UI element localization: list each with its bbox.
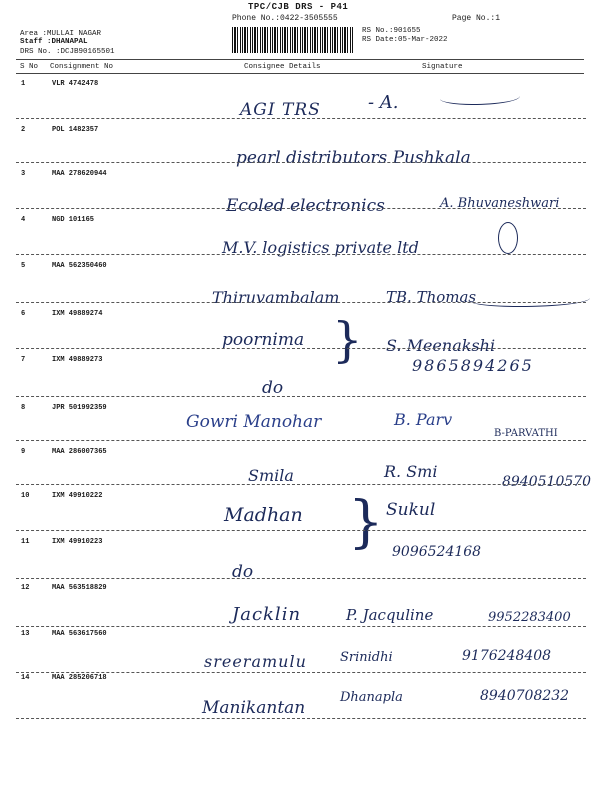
row-divider <box>16 302 586 303</box>
handwritten-phone: 9952283400 <box>488 610 571 625</box>
column-details: Consignee Details <box>244 63 321 71</box>
consignment-number: MAA 285206718 <box>52 674 107 682</box>
row-divider <box>16 484 586 485</box>
ditto-brace-icon: } <box>348 490 384 555</box>
handwritten-signature: P. Jacquline <box>346 606 434 624</box>
row-sno: 1 <box>21 80 26 88</box>
handwritten-consignee: Ecoled electronics <box>226 196 385 216</box>
handwritten-signature: B. Parv <box>394 410 453 429</box>
handwritten-signature: A. Bhuvaneshwari <box>440 196 560 211</box>
handwritten-print-name: B-PARVATHI <box>494 428 558 439</box>
consignment-number: IXM 49889273 <box>52 356 103 364</box>
sheet-title: TPC/CJB DRS - P41 <box>248 2 349 12</box>
handwritten-consignee: sreeramulu <box>204 652 307 671</box>
consignment-number: IXM 49910223 <box>52 538 103 546</box>
phone-number: Phone No.:0422-3505555 <box>232 14 338 23</box>
handwritten-phone: 9096524168 <box>392 544 482 560</box>
page-number: Page No.:1 <box>452 14 501 23</box>
column-sno: S No <box>20 63 39 71</box>
consignment-number: IXM 49910222 <box>52 492 103 500</box>
consignment-number: POL 1482357 <box>52 126 99 134</box>
consignment-number: MAA 278620944 <box>52 170 107 178</box>
header-rule-top <box>16 59 584 60</box>
handwritten-phone: 9865894265 <box>412 356 534 375</box>
row-sno: 3 <box>21 170 26 178</box>
header-rule-bottom <box>16 73 584 74</box>
row-sno: 5 <box>21 262 26 270</box>
rs-date: RS Date:05-Mar-2022 <box>362 36 448 44</box>
consignment-number: MAA 286007365 <box>52 448 107 456</box>
handwritten-consignee: pearl distributors Pushkala <box>236 148 471 168</box>
row-divider <box>16 672 586 673</box>
handwritten-signature: TB. Thomas <box>386 288 477 306</box>
consignment-number: NGD 101165 <box>52 216 95 224</box>
handwritten-consignee: AGI TRS <box>240 100 321 120</box>
handwritten-consignee: Madhan <box>224 504 303 526</box>
consignment-number: IXM 49889274 <box>52 310 103 318</box>
consignment-number: MAA 563518829 <box>52 584 107 592</box>
ditto-brace-icon: } <box>332 312 363 368</box>
row-sno: 12 <box>21 584 30 592</box>
row-sno: 2 <box>21 126 26 134</box>
handwritten-signature: Dhanapla <box>340 690 403 705</box>
handwritten-consignee: M.V. logistics private ltd <box>222 238 419 257</box>
row-sno: 10 <box>21 492 30 500</box>
row-divider <box>16 162 586 163</box>
area-label: Area :MULLAI NAGAR <box>20 30 102 38</box>
signature-scribble <box>470 292 590 307</box>
row-divider <box>16 718 586 719</box>
staff-label: Staff :DHANAPAL <box>20 38 88 46</box>
handwritten-signature: Sukul <box>386 500 436 520</box>
column-signature: Signature <box>422 63 463 71</box>
consignment-number: JPR 501992359 <box>52 404 107 412</box>
row-sno: 4 <box>21 216 26 224</box>
drs-number: DRS No. :DCJB90165501 <box>20 48 115 56</box>
row-sno: 13 <box>21 630 30 638</box>
row-sno: 9 <box>21 448 26 456</box>
row-sno: 7 <box>21 356 26 364</box>
row-divider <box>16 626 586 627</box>
handwritten-consignee: do <box>262 378 284 398</box>
handwritten-phone: 8940708232 <box>480 688 570 704</box>
signature-scribble <box>440 90 520 105</box>
handwritten-consignee: poornima <box>222 330 305 350</box>
row-divider <box>16 396 586 397</box>
handwritten-consignee: do <box>232 562 254 582</box>
row-divider <box>16 440 586 441</box>
handwritten-phone: 9176248408 <box>462 648 552 664</box>
row-divider <box>16 348 586 349</box>
handwritten-consignee: Thiruvambalam <box>212 288 340 307</box>
handwritten-phone: 8940510570 <box>502 474 592 490</box>
row-sno: 6 <box>21 310 26 318</box>
row-divider <box>16 208 586 209</box>
row-sno: 14 <box>21 674 30 682</box>
handwritten-consignee: Jacklin <box>232 604 302 625</box>
column-consignment: Consignment No <box>50 63 114 71</box>
signature-scribble <box>498 222 518 254</box>
handwritten-signature: S. Meenakshi <box>386 336 496 355</box>
row-divider <box>16 530 586 531</box>
handwritten-signature: R. Smi <box>384 462 438 481</box>
row-divider <box>16 254 586 255</box>
rs-number: RS No.:901655 <box>362 27 421 35</box>
row-sno: 11 <box>21 538 30 546</box>
consignment-number: MAA 563617560 <box>52 630 107 638</box>
barcode-image <box>232 27 354 53</box>
consignment-number: VLR 4742478 <box>52 80 99 88</box>
consignment-number: MAA 562350460 <box>52 262 107 270</box>
row-sno: 8 <box>21 404 26 412</box>
handwritten-consignee: Manikantan <box>202 698 306 718</box>
handwritten-consignee: Smila <box>248 466 294 485</box>
handwritten-consignee: Gowri Manohar <box>186 412 322 432</box>
handwritten-signature: - A. <box>368 92 399 113</box>
row-divider <box>16 118 586 119</box>
row-divider <box>16 578 586 579</box>
handwritten-signature: Srinidhi <box>340 650 393 665</box>
